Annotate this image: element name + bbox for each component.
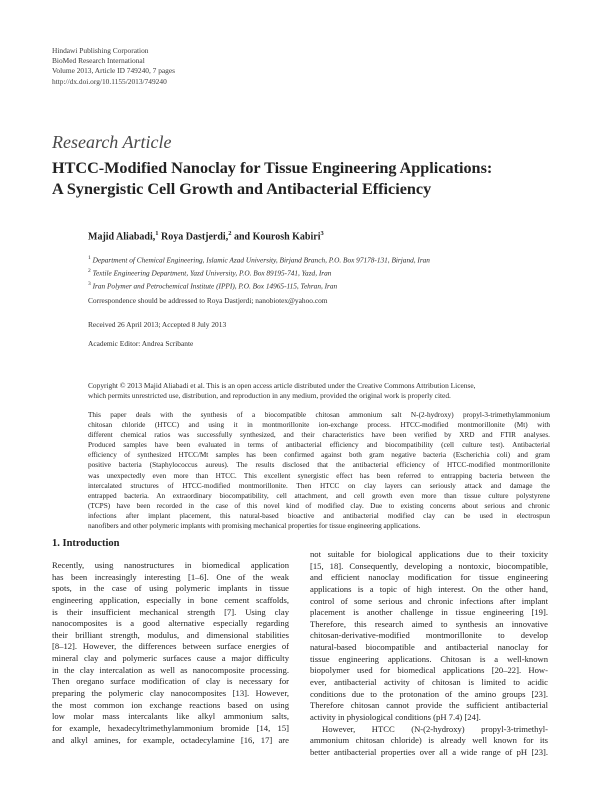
body-line: tissue engineering applications. Chitosan is a well-known: [310, 653, 548, 664]
author-affiliation-mark: 2: [228, 230, 232, 237]
body-line: Recently, using nanostructures in biomedical application: [52, 560, 289, 570]
author-name: Majid Aliabadi,: [88, 231, 156, 243]
doi-link[interactable]: http://dx.doi.org/10.1155/2013/749240: [52, 76, 167, 86]
body-line: mineral clay and polymeric surfaces cause a major difficulty: [52, 653, 289, 664]
article-title: [52, 158, 572, 200]
affiliation-number: 3: [88, 280, 91, 287]
body-line: applications is a topic of high interest. On the other hand,: [310, 583, 548, 594]
body-line: conditions due to the protonation of the amino groups [23].: [310, 688, 548, 699]
body-line: control of some serious and chronic infections after implant: [310, 595, 548, 606]
affiliation-text: Textile Engineering Department, Yazd University, P.O. Box 89195-741, Yazd, Iran: [90, 268, 332, 278]
section-heading: 1. Introduction: [52, 538, 120, 549]
abstract-line: nanofibers and other polymeric implants with promising mechanical properties for tissue engineering applications.: [88, 522, 421, 531]
copyright-line: Copyright © 2013 Majid Aliabadi et al. This is an open access article distributed under the Creative Commons Attribution License,: [88, 381, 476, 390]
author-affiliation-mark: 3: [320, 230, 324, 237]
publisher-name: Hindawi Publishing Corporation: [52, 46, 149, 55]
author-list: [88, 230, 324, 242]
body-line: for example, hexadecyltrimethylammonium bromide [14, 15]: [52, 722, 289, 733]
body-line: preparing the polymeric clay nanocomposites [13]. However,: [52, 688, 289, 699]
journal-name: BioMed Research International: [52, 56, 145, 66]
body-line: natural-based biocompatible and antibacterial nanoclay for: [310, 642, 548, 653]
abstract-line: positive bacteria (Staphylococcus aureus). The results disclosed that the antibacterial efficiency of HTCC-modified montmorillonite: [88, 461, 550, 470]
author-name: Roya Dastjerdi,: [158, 231, 229, 243]
affiliation-number: 1: [88, 255, 91, 261]
body-line: Therefore chitosan cannot provide the sufficient antibacterial: [310, 700, 548, 711]
body-line: ammonium chitosan chloride) is already well known for its: [310, 735, 548, 746]
abstract-line: was unexpectedly even more than HTCC. This excellent synergistic effect has been referred to entrapping bacteria between the: [88, 471, 550, 480]
academic-editor: Academic Editor: Andrea Scribante: [88, 339, 194, 348]
body-line: their brilliant strength, modulus, and dimensional stabilities: [52, 629, 289, 640]
volume-info: Volume 2013, Article ID 749240, 7 pages: [52, 66, 176, 76]
affiliation-text: Department of Chemical Engineering, Islamic Azad University, Birjand Branch, P.O. Box 97178-131, Birjand, Iran: [90, 255, 430, 265]
body-line: and efficient nanoclay modification for tissue engineering: [310, 572, 548, 583]
affiliation-text: Iran Polymer and Petrochemical Institute (IPPI), P.O. Box 14965-115, Tehran, Iran: [90, 281, 338, 291]
title-line: HTCC-Modified Nanoclay for Tissue Engineering Applications:: [52, 159, 493, 177]
body-line: placement is another challenge in tissue engineering [19].: [310, 607, 548, 618]
body-line: spots, in the case of using polymeric implants in tissue: [52, 583, 289, 594]
body-line: low molar mass intercalants like alkyl ammonium salts,: [52, 711, 289, 722]
copyright-notice: [88, 381, 550, 401]
abstract-line: efficiency of synthesized HTCC/Mt samples has been confirmed against both gram negative bacteria (Escherichia coli) and gram: [88, 451, 550, 460]
body-line: has been increasingly interesting [1–6]. One of the weak: [52, 571, 289, 582]
body-line: not suitable for biological applications due to their toxicity: [310, 549, 548, 559]
journal-header: [52, 46, 175, 87]
body-line: However, HTCC (N-(2-hydroxy) propyl-3-trimethyl-: [322, 723, 548, 734]
article-type: Research Article: [52, 132, 172, 152]
body-line: chitosan-derivative-modified montmorillonite to develop: [310, 630, 548, 641]
abstract-line: different chemical ratios was successfully synthesized, and their characteristics have been verified by XRD and FTIR analyses.: [88, 431, 550, 440]
copyright-line: which permits unrestricted use, distribution, and reproduction in any medium, provided the original work is properly cited.: [88, 391, 451, 401]
body-column-right: [310, 549, 548, 759]
affiliation: [88, 279, 430, 292]
abstract: [88, 410, 550, 531]
affiliation: [88, 253, 430, 266]
abstract-line: infections after implant placement, this natural-based bioactive and antibacterial modified clay can be used in electrospun: [88, 511, 550, 520]
received-accepted-dates: Received 26 April 2013; Accepted 8 July 2013: [88, 320, 227, 329]
body-line: [15, 18]. Consequently, developing a nontoxic, biocompatible,: [310, 560, 548, 571]
title-line: A Synergistic Cell Growth and Antibacterial Efficiency: [52, 180, 432, 198]
abstract-line: (TCPS) have been recorded in the case of this novel kind of modified clay. Due to existing concerns about serious and chronic: [88, 501, 550, 510]
author-name: and Kourosh Kabiri: [231, 231, 321, 243]
abstract-line: entrapped bacteria. An extraordinary biocompatibility, cell attachment, and cell growth even more than tissue culture polystyrene: [88, 491, 550, 500]
affiliation-list: [88, 253, 430, 291]
body-line: Therefore, this research aimed to synthesis an innovative: [310, 618, 548, 629]
abstract-line: intercalated structures of HTCC-modified montmorillonite. Then HTCC on clay layers can seriously attack and damage the: [88, 481, 550, 490]
body-line: and alkyl amines, for example, octadecylamine [16, 17] are: [52, 734, 289, 745]
body-line: better antibacterial properties over all a wide range of pH [23].: [310, 746, 548, 757]
affiliation-number: 2: [88, 267, 91, 274]
body-line: ever, antibacterial activity of chitosan is limited to acidic: [310, 677, 548, 688]
body-column-left: [52, 560, 289, 746]
body-line: [8–12]. However, the differences between surface energies of: [52, 641, 289, 652]
author-affiliation-mark: 1: [155, 230, 159, 237]
body-line: the most common ion exchange reactions based on using: [52, 699, 289, 710]
body-line: activity in physiological conditions (pH 7.4) [24].: [310, 711, 481, 722]
body-line: Then oregano surface modification of clay is necessary for: [52, 676, 289, 687]
correspondence-note: Correspondence should be addressed to Roya Dastjerdi; nanobiotex@yahoo.com: [88, 296, 328, 305]
body-line: biopolymer used for biomedical applications [20–22]. How-: [310, 665, 548, 676]
abstract-line: chitosan chloride (HTCC) and using it in montmorillonite ion-exchange process. HTCC-modified montmorillonite (Mt) with: [88, 421, 550, 430]
body-line: nanocomposites is a good alternative especially regarding: [52, 618, 289, 629]
body-line: in the clay intercalation as well as nanocomposite processing.: [52, 664, 289, 675]
abstract-line: Produced samples have been evaluated in terms of antibacterial efficiency and biocompatibility (cell culture test). Antibacterial: [88, 441, 550, 450]
abstract-line: This paper deals with the synthesis of a biocompatible chitosan ammonium salt N-(2-hydroxy) propyl-3-trimethylammonium: [88, 411, 550, 419]
body-line: engineering application, especially in bone cement scaffolds,: [52, 594, 289, 605]
body-line: is their insufficient mechanical strength [7]. Using clay: [52, 606, 289, 617]
affiliation: [88, 266, 430, 279]
